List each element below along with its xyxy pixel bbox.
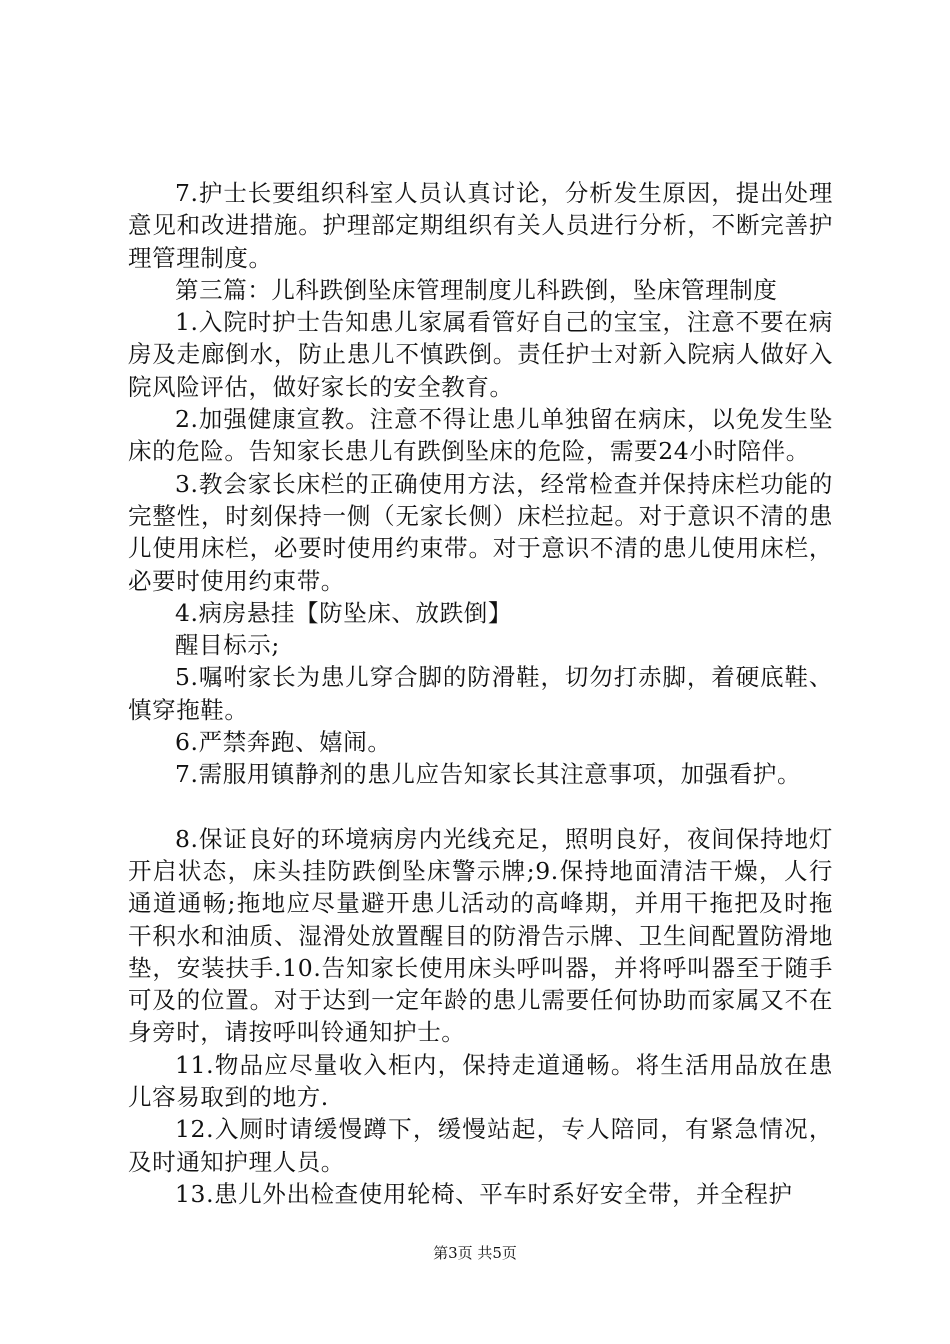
paragraph-item-13: 13.患儿外出检查使用轮椅、平车时系好安全带，并全程护 [175,1179,793,1208]
paragraph-item-7-summary: 7.护士长要组织科室人员认真讨论，分析发生原因，提出处理意见和改进措施。护理部定期组织有关人员进行分析，不断完善护理管理制度。 [128,179,833,272]
paragraph-item-4: 4.病房悬挂【防坠床、放跌倒】 [175,598,512,627]
paragraph-item-1: 1.入院时护士告知患儿家属看管好自己的宝宝，注意不要在病房及走廊倒水，防止患儿不慎跌倒。责任护士对新入院病人做好入院风险评估，做好家长的安全教育。 [128,308,833,401]
paragraph-item-3: 3.教会家长床栏的正确使用方法，经常检查并保持床栏功能的完整性，时刻保持一侧（无家长侧）床栏拉起。对于意识不清的患儿使用床栏，必要时使用约束带。对于意识不清的患儿使用床栏，必要时使用约束带。 [128,469,833,595]
page-number-footer: 第3页 共5页 [433,1244,517,1262]
paragraph-item-12: 12.入厕时请缓慢蹲下，缓慢站起，专人陪同，有紧急情况，及时通知护理人员。 [128,1115,833,1176]
paragraph-item-8-10: 8.保证良好的环境病房内光线充足，照明良好，夜间保持地灯开启状态，床头挂防跌倒坠床警示牌;9.保持地面清洁干燥，人行通道通畅;拖地应尽量避开患儿活动的高峰期，并用干拖把及时拖干积水和油质、湿滑处放置醒目的防滑告示牌、卫生间配置防滑地垫，安装扶手.10.告知家长使用床头呼叫器，并将呼叫器至于随手可及的位置。对于达到一定年龄的患儿需要任何协助而家属又不在身旁时，请按呼叫铃通知护士。 [128,824,833,1047]
paragraph-item-7: 7.需服用镇静剂的患儿应告知家长其注意事项，加强看护。 [175,760,802,789]
paragraph-item-5: 5.嘱咐家长为患儿穿合脚的防滑鞋，切勿打赤脚，着硬底鞋、慎穿拖鞋。 [128,663,833,724]
document-body [128,177,833,1210]
section-heading-third-part: 第三篇：儿科跌倒坠床管理制度儿科跌倒，坠床管理制度 [175,275,778,304]
paragraph-item-4-continued: 醒目标示; [175,631,280,660]
paragraph-item-6: 6.严禁奔跑、嬉闹。 [175,728,392,757]
paragraph-item-11: 11.物品应尽量收入柜内，保持走道通畅。将生活用品放在患儿容易取到的地方. [128,1050,833,1112]
paragraph-item-2: 2.加强健康宣教。注意不得让患儿单独留在病床，以免发生坠床的危险。告知家长患儿有跌倒坠床的危险，需要24小时陪伴。 [128,405,833,466]
